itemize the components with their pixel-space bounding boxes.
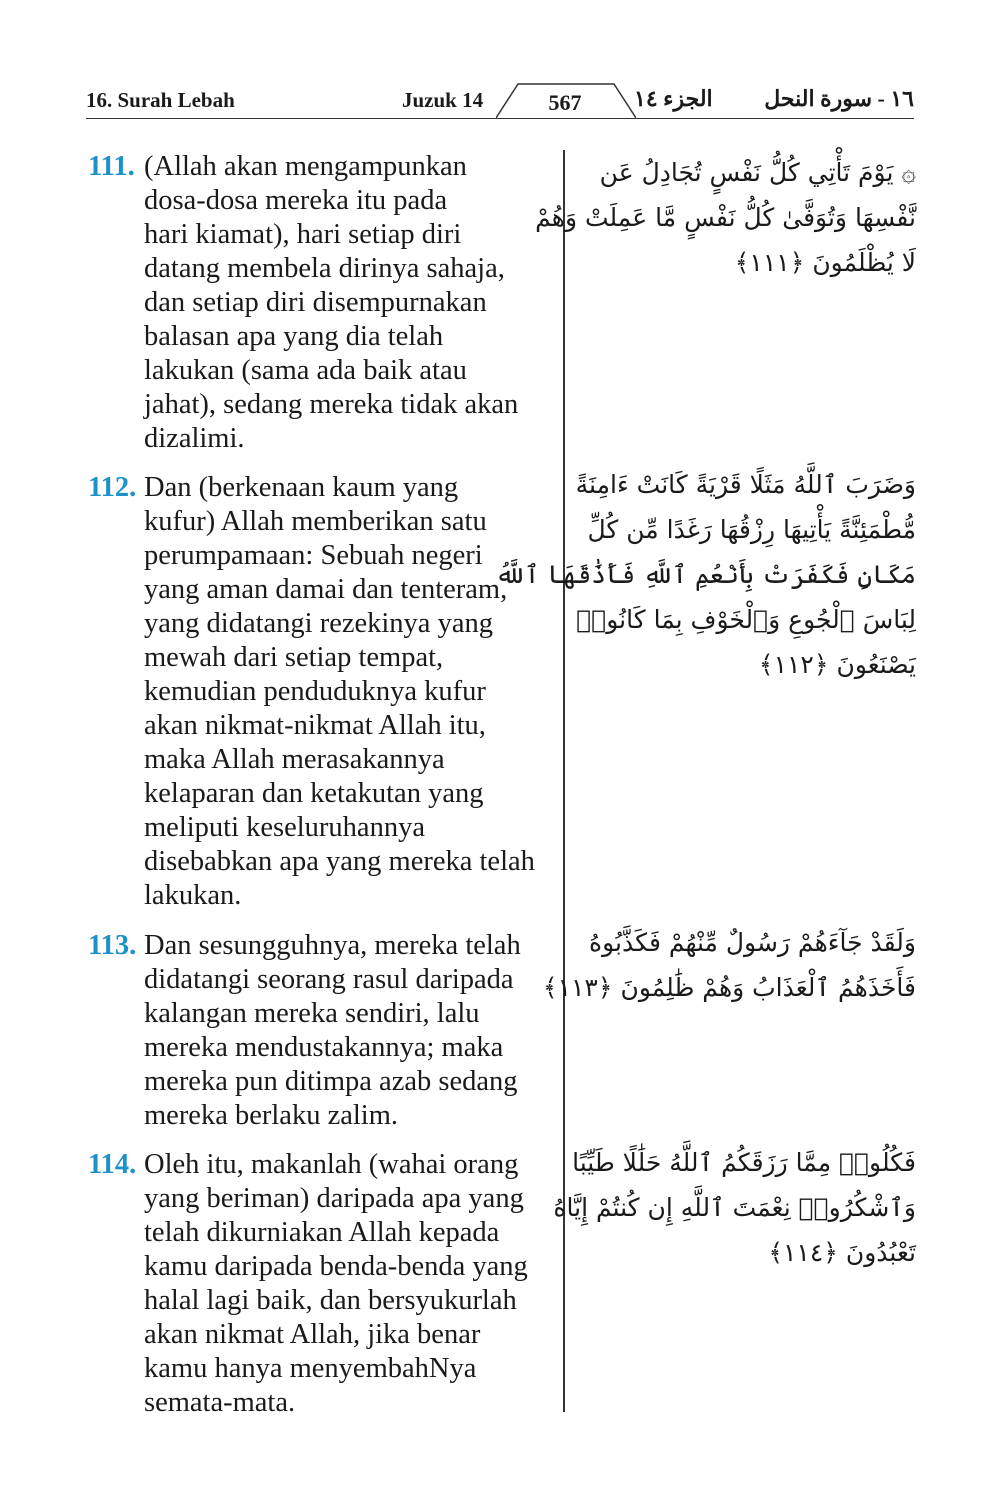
verse-line: dan setiap diri disempurnakan (144, 287, 487, 318)
verse-line: mereka pun ditimpa azab sedang (144, 1066, 518, 1097)
verse-text (144, 471, 558, 913)
verse-line: Dan (berkenaan kaum yang (144, 472, 459, 503)
verse-text (144, 150, 558, 456)
verse-line: lakukan (sama ada baik atau (144, 355, 467, 386)
arabic-line: فَأَخَذَهُمُ ٱلْعَذَابُ وَهُمْ ظَٰلِمُونَ ﴿١١٣﴾ (542, 973, 916, 1002)
verse-line: semata-mata. (144, 1387, 296, 1418)
verse-line: dizalimi. (144, 423, 245, 454)
verse-line: kamu daripada benda-benda yang (144, 1251, 528, 1282)
arabic-line: وَٱشْكُرُوا۟ نِعْمَتَ ٱللَّهِ إِن كُنتُمْ إِيَّاهُ (553, 1193, 916, 1222)
verse-text (144, 929, 558, 1133)
verse-line: Dan sesungguhnya, mereka telah (144, 930, 521, 961)
verse-line: kamu hanya menyembahNya (144, 1353, 477, 1384)
verse-line: balasan apa yang dia telah (144, 321, 444, 352)
arabic-line: وَلَقَدْ جَآءَهُمْ رَسُولٌ مِّنْهُمْ فَكَذَّبُوهُ (589, 928, 916, 957)
verse-line: perumpamaan: Sebuah negeri (144, 540, 483, 571)
verse-line: telah dikurniakan Allah kepada (144, 1217, 500, 1248)
verse-line: mereka mendustakannya; maka (144, 1032, 504, 1063)
verse-number: 112. (88, 472, 137, 503)
verse-line: halal lagi baik, dan bersyukurlah (144, 1285, 517, 1316)
arabic-line: لِبَاسَ ٱلْجُوعِ وَٱلْخَوْفِ بِمَا كَانُوا۟ (576, 605, 916, 634)
verse-translation-113 (88, 929, 558, 1133)
verse-line: akan nikmat-nikmat Allah itu, (144, 710, 486, 741)
arabic-line: فَكُلُوا۟ مِمَّا رَزَقَكُمُ ٱللَّهُ حَلَٰلًا طَيِّبًا (572, 1148, 916, 1177)
arabic-line: تَعْبُدُونَ ﴿١١٤﴾ (768, 1238, 916, 1267)
verse-line: dosa-dosa mereka itu pada (144, 185, 448, 216)
verse-number: 113. (88, 930, 137, 961)
arabic-line: وَضَرَبَ ٱللَّهُ مَثَلًا قَرْيَةً كَانَتْ ءَامِنَةً (575, 470, 916, 499)
verse-line: kelaparan dan ketakutan yang (144, 778, 484, 809)
arabic-line: ۞ يَوْمَ تَأْتِي كُلُّ نَفْسٍ تُجَادِلُ عَن (599, 158, 916, 187)
arabic-verse-113 (542, 920, 916, 1010)
verse-line: datang membela dirinya sahaja, (144, 253, 505, 284)
verse-line: Oleh itu, makanlah (wahai orang (144, 1149, 519, 1180)
verse-translation-112 (88, 471, 558, 913)
verse-line: mewah dari setiap tempat, (144, 642, 444, 673)
verse-line: yang aman damai dan tenteram, (144, 574, 508, 605)
arabic-verse-112 (495, 462, 916, 687)
verse-line: yang beriman) daripada apa yang (144, 1183, 524, 1214)
juzuk-label-latin: Juzuk 14 (402, 88, 484, 112)
surah-title-arabic: ١٦ - سورة النحل (764, 86, 914, 111)
verse-line: yang didatangi rezekinya yang (144, 608, 493, 639)
verse-line: jahat), sedang mereka tidak akan (144, 389, 519, 420)
verse-line: maka Allah merasakannya (144, 744, 445, 775)
verse-line: lakukan. (144, 880, 242, 911)
verse-line: kemudian penduduknya kufur (144, 676, 486, 707)
verse-line: hari kiamat), hari setiap diri (144, 219, 462, 250)
header-rule (86, 118, 914, 119)
arabic-line: لَا يُظْلَمُونَ ﴿١١١﴾ (734, 248, 916, 277)
arabic-verse-114 (553, 1140, 916, 1275)
verse-text (144, 1148, 558, 1420)
verse-translation-114 (88, 1148, 558, 1420)
verse-number: 114. (88, 1149, 137, 1180)
verse-line: akan nikmat Allah, jika benar (144, 1319, 481, 1350)
verse-number: 111. (88, 151, 135, 182)
verse-line: didatangi seorang rasul daripada (144, 964, 514, 995)
verse-line: mereka berlaku zalim. (144, 1100, 398, 1131)
arabic-line: نَّفْسِهَا وَتُوَفَّىٰ كُلُّ نَفْسٍ مَّا عَمِلَتْ وَهُمْ (535, 203, 916, 232)
arabic-line: يَصْنَعُونَ ﴿١١٢﴾ (758, 650, 916, 679)
arabic-line: مَكَانٍ فَكَفَرَتْ بِأَنْعُمِ ٱللَّهِ فَأَذَٰقَهَا ٱللَّهُ (495, 560, 916, 589)
verse-line: meliputi keseluruhannya (144, 812, 425, 843)
verse-translation-111 (88, 150, 558, 456)
juz-label-arabic: الجزء ١٤ (634, 86, 713, 111)
surah-title-latin: 16. Surah Lebah (86, 88, 235, 112)
verse-line: kalangan mereka sendiri, lalu (144, 998, 480, 1029)
verse-line: kufur) Allah memberikan satu (144, 506, 487, 537)
page-number: 567 (548, 90, 582, 115)
page-header (86, 84, 914, 124)
verse-line: (Allah akan mengampunkan (144, 151, 467, 182)
arabic-verse-111 (535, 150, 916, 285)
arabic-line: مُّطْمَئِنَّةً يَأْتِيهَا رِزْقُهَا رَغَدًا مِّن كُلِّ (587, 515, 916, 544)
verse-line: disebabkan apa yang mereka telah (144, 846, 535, 877)
